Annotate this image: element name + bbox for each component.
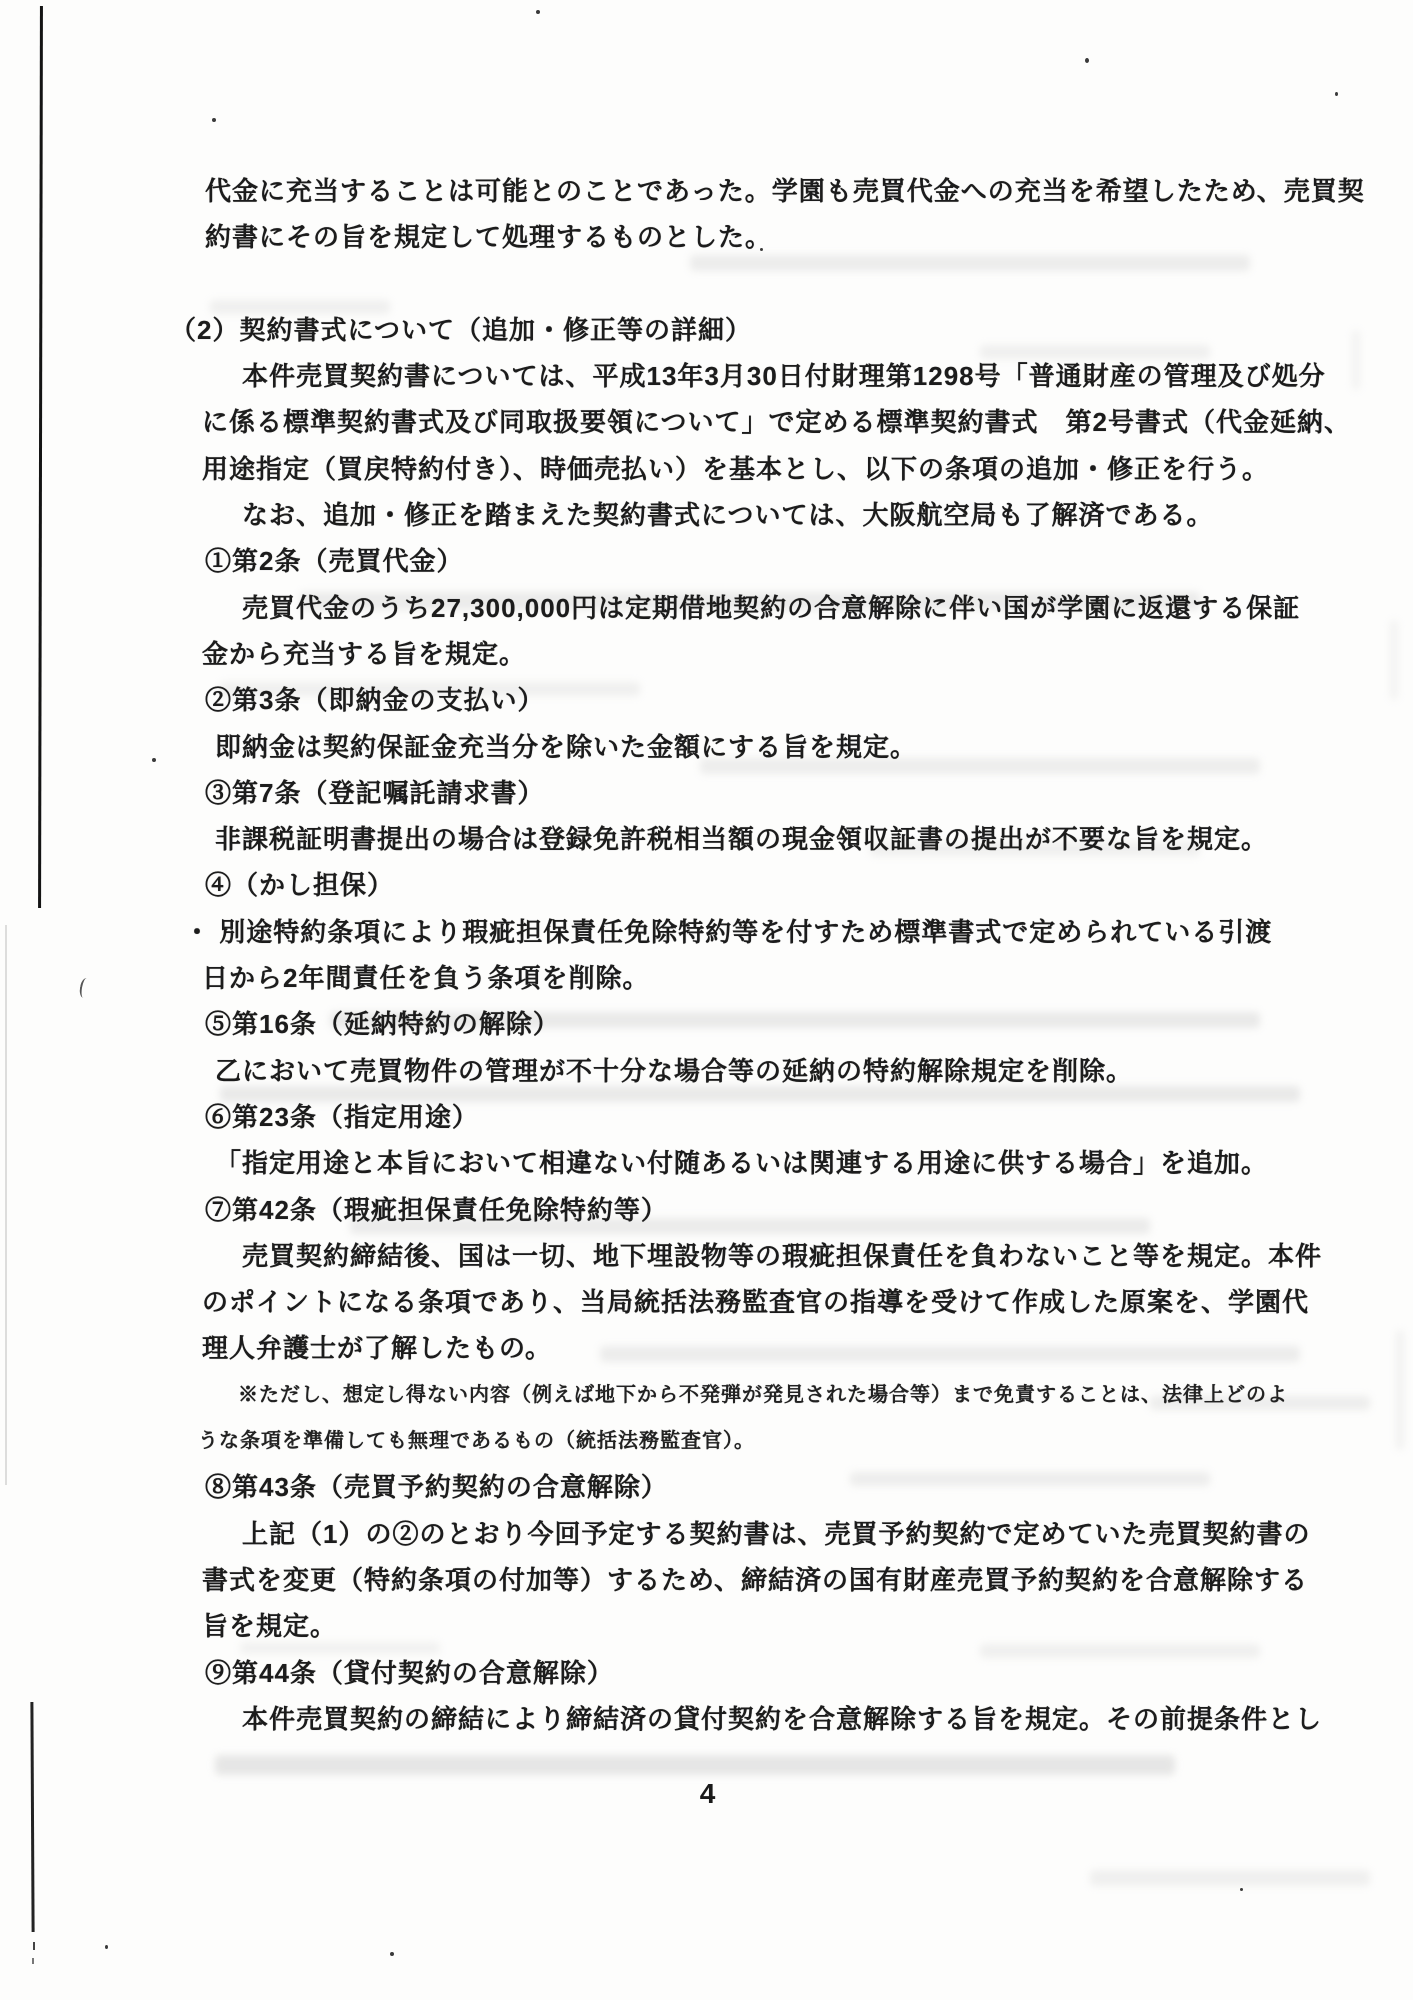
section-heading: （2）契約書式について（追加・修正等の詳細） [170,314,752,345]
item-heading: ①第2条（売買代金） [205,546,464,577]
bleed-through-smudge [1090,1870,1370,1886]
page-number: 4 [699,1778,716,1809]
paragraph-line: 理人弁護士が了解したもの。 [202,1333,552,1364]
item-heading: ⑤第16条（延納特約の解除） [205,1009,560,1040]
scan-speck [1240,1888,1243,1891]
scan-speck [536,10,540,14]
paragraph-line: 上記（1）の②のとおり今回予定する契約書は、売買予約契約で定めていた売買契約書の [242,1518,1311,1549]
paragraph-line: 本件売買契約書については、平成13年3月30日付財理第1298号「普通財産の管理及び処分 [242,361,1326,392]
binding-edge-line [38,6,43,908]
paragraph-line: 本件売買契約の締結により締結済の貸付契約を合意解除する旨を規定。その前提条件とし [242,1703,1323,1734]
scan-speck [212,118,216,122]
item-heading: ⑥第23条（指定用途） [205,1101,479,1132]
bleed-through-smudge [215,1755,1175,1775]
scan-speck [105,1945,108,1949]
paragraph-line: 売買契約締結後、国は一切、地下埋設物等の瑕疵担保責任を負わないこと等を規定。本件 [242,1240,1323,1271]
binding-edge-line [30,1702,34,1932]
footnote-line: うな条項を準備しても無理であるもの（統括法務監査官）。 [198,1430,755,1453]
paragraph-line: のポイントになる条項であり、当局統括法務監査官の指導を受けて作成した原案を、学園代 [202,1287,1310,1318]
paragraph-line: 乙において売買物件の管理が不十分な場合等の延納の特約解除規定を削除。 [215,1055,1134,1086]
binding-edge-line-faint [5,925,7,1485]
paragraph-line: 即納金は契約保証金充当分を除いた金額にする旨を規定。 [215,731,918,762]
item-heading: ④（かし担保） [205,870,395,901]
item-heading: ②第3条（即納金の支払い） [205,685,545,716]
item-heading: ③第7条（登記嘱託請求書） [205,777,545,808]
scan-speck [1085,58,1089,63]
bleed-through-smudge [1396,1330,1404,1450]
paragraph-line: 旨を規定。 [202,1611,338,1642]
blank-line [170,261,1260,307]
scan-stray-mark [78,977,91,998]
paragraph-line: 用途指定（買戻特約付き）、時価売払い）を基本とし、以下の条項の追加・修正を行う。 [202,453,1270,484]
paragraph-line: 約書にその旨を規定して処理するものとした。 [205,222,773,253]
item-heading: ⑦第42条（瑕疵担保責任免除特約等） [205,1194,668,1225]
item-heading: ⑧第43条（売買予約契約の合意解除） [205,1472,668,1503]
paragraph-line: 代金に充当することは可能とのことであった。学園も売買代金への充当を希望したため、売買契 [205,176,1365,206]
paragraph-line: 金から充当する旨を規定。 [202,638,527,669]
scan-speck [390,1952,394,1956]
paragraph-line: 日から2年間責任を負う条項を削除。 [202,963,650,994]
paragraph-line: 書式を変更（特約条項の付加等）するため、締結済の国有財産売買予約契約を合意解除する [202,1564,1308,1595]
paragraph-line: 「指定用途と本旨において相違ない付随あるいは関連する用途に供する場合」を追加。 [215,1148,1269,1179]
footnote-line: ※ただし、想定し得ない内容（例えば地下から不発弾が発見された場合等）まで免責することは、法律上どのよ [238,1383,1288,1406]
scan-speck [1335,92,1338,96]
bleed-through-smudge [1352,330,1360,390]
paragraph-line: に係る標準契約書式及び同取扱要領について」で定める標準契約書式 第2号書式（代金延納、 [202,407,1351,438]
item-heading: ⑨第44条（貸付契約の合意解除） [205,1657,614,1688]
paragraph-line: 売買代金のうち27,300,000円は定期借地契約の合意解除に伴い国が学園に返還する保証 [242,592,1301,623]
scan-speck [33,1942,35,1950]
scan-speck [152,758,156,762]
paragraph-line: 非課税証明書提出の場合は登録免許税相当額の現金領収証書の提出が不要な旨を規定。 [215,824,1269,855]
paragraph-line: なお、追加・修正を踏まえた契約書式については、大阪航空局も了解済である。 [242,500,1214,531]
bleed-through-smudge [1390,620,1398,700]
paragraph-line: ・ 別途特約条項により瑕疵担保責任免除特約等を付すため標準書式で定められている引渡 [184,916,1273,947]
scan-speck [32,1958,34,1964]
document-text-column [170,168,1365,1742]
